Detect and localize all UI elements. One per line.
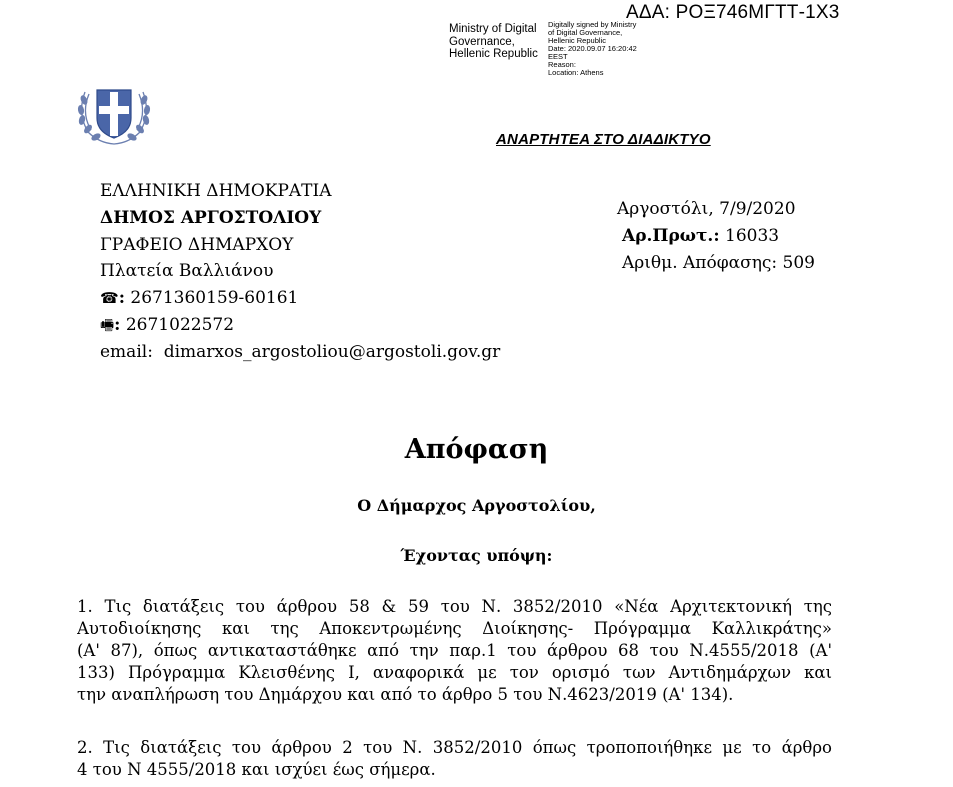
signature-detail-line: Location: Athens [548, 68, 604, 77]
place-date: Αργοστόλι, 7/9/2020 [617, 199, 796, 219]
sender-address: Πλατεία Βαλλιάνου [100, 261, 274, 282]
clause-1 [77, 596, 832, 706]
protocol-label: Αρ.Πρωτ.: [622, 226, 720, 246]
ada-code: ΑΔΑ: ΡΟΞ746ΜΓΤΤ-1Χ3 [626, 2, 840, 23]
clause-line: Αυτοδιοίκησης και της Αποκεντρωμένης Διοίκησης- Πρόγραμμα Καλλικράτης» [77, 619, 832, 638]
document-title: Απόφαση [404, 434, 549, 465]
sender-email-line [100, 339, 500, 366]
coat-of-arms-emblem [71, 80, 157, 146]
signature-detail-line: Date: 2020.09.07 16:20:42 [548, 44, 637, 53]
clause-line: 133) Πρόγραμμα Κλεισθένης Ι, αναφορικά με τον ορισμό των Αντιδημάρχων και [77, 663, 832, 682]
decision-number: 509 [782, 253, 815, 273]
phone-icon: ☎ [100, 289, 119, 308]
publish-online-note: ΑΝΑΡΤΗΤΕΑ ΣΤΟ ΔΙΑΔΙΚΤΥΟ [496, 131, 711, 148]
clause-line: την αναπλήρωση του Δημάρχου και από το άρθρο 5 του Ν.4623/2019 (Α' 134). [77, 685, 734, 704]
clause-line: 4 του Ν 4555/2018 και ισχύει έως σήμερα. [77, 760, 436, 779]
signature-detail-line: Reason: [548, 60, 576, 69]
document-subject: Ο Δήμαρχος Αργοστολίου, [357, 496, 596, 515]
sender-office: ΓΡΑΦΕΙΟ ΔΗΜΑΡΧΟΥ [100, 234, 294, 255]
considering-heading: Έχοντας υπόψη: [400, 546, 553, 565]
signature-detail-line: EEST [548, 52, 568, 61]
sender-block [100, 178, 500, 366]
protocol-line [617, 223, 815, 250]
fax-icon: 🖷 [100, 315, 115, 334]
protocol-number: 16033 [725, 226, 780, 246]
sender-phone-line: ☎: 2671360159-60161 [100, 288, 299, 309]
decision-label: Αριθμ. Απόφασης: [622, 253, 778, 273]
signature-details [548, 21, 658, 77]
clause-line: 1. Τις διατάξεις του άρθρου 58 & 59 του Ν. 3852/2010 «Νέα Αρχιτεκτονική της [77, 597, 832, 616]
sender-phone: 2671360159-60161 [130, 288, 299, 309]
sender-fax-line: 🖷: 2671022572 [100, 314, 235, 335]
sender-fax: 2671022572 [125, 314, 235, 335]
email-label: email: [100, 341, 153, 362]
reference-block [617, 196, 815, 277]
clause-2 [77, 737, 832, 781]
signature-detail-line: of Digital Governance, [548, 28, 623, 37]
clause-line: (Α' 87), όπως αντικαταστάθηκε από την παρ.1 του άρθρου 68 του Ν.4555/2018 (Α' [77, 641, 832, 660]
sender-country: ΕΛΛΗΝΙΚΗ ΔΗΜΟΚΡΑΤΙΑ [100, 181, 332, 201]
signature-detail-line: Digitally signed by Ministry [548, 20, 637, 29]
signature-issuer: Ministry of Digital Governance, Hellenic Republic [449, 23, 538, 60]
signature-detail-line: Hellenic Republic [548, 36, 606, 45]
decision-line [617, 250, 815, 277]
clause-line: 2. Τις διατάξεις του άρθρου 2 του Ν. 3852/2010 όπως τροποποιήθηκε με το άρθρο [77, 738, 832, 757]
sender-email: dimarxos_argostoliou@argostoli.gov.gr [163, 341, 501, 362]
sender-municipality: ΔΗΜΟΣ ΑΡΓΟΣΤΟΛΙΟΥ [100, 207, 322, 228]
